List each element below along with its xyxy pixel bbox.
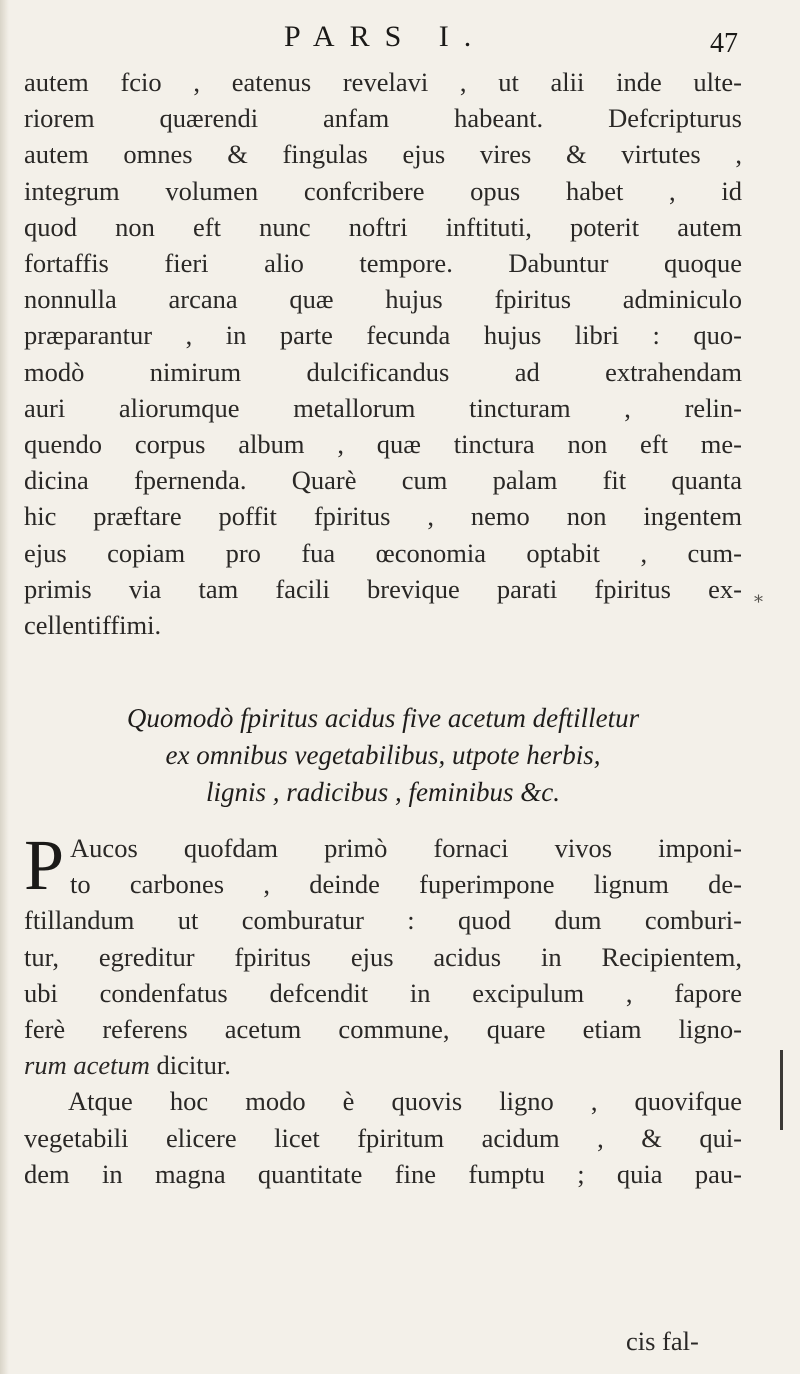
text-line: autem omnes & fingulas ejus vires & virtutes , <box>24 139 742 170</box>
paragraph-1 <box>24 64 742 643</box>
text-line: autem fcio , eatenus revelavi , ut alii inde ulte- <box>24 67 742 97</box>
text-line: auri aliorumque metallorum tincturam , relin- <box>24 392 742 423</box>
text-line: fortaffis fieri alio tempore. Dabuntur quoque <box>24 248 742 279</box>
text-line: dem in magna quantitate fine fumptu ; quia pau- <box>24 1158 742 1189</box>
text-line: tur, egreditur fpiritus ejus acidus in Recipientem, <box>24 941 742 972</box>
text-line: ftillandum ut comburatur : quod dum comburi- <box>24 905 742 936</box>
text-line: dicina fpernenda. Quarè cum palam fit quanta <box>24 465 742 496</box>
text-line: hic præftare poffit fpiritus , nemo non ingentem <box>24 501 742 532</box>
text-line: vegetabili elicere licet fpiritum acidum , & qui- <box>24 1122 742 1153</box>
section-heading <box>24 700 742 811</box>
heading-line: Quomodò fpiritus acidus five acetum deftilletur <box>126 703 640 733</box>
running-head: PARS I. <box>284 20 487 53</box>
catchword: cis fal- <box>626 1326 699 1356</box>
margin-asterisk: * <box>754 592 763 613</box>
margin-bar <box>780 1050 783 1130</box>
page-number: 47 <box>710 28 738 59</box>
text-line: primis via tam facili brevique parati fpiritus ex- <box>24 573 742 604</box>
text-line: riorem quærendi anfam habeant. Defcripturus <box>24 103 742 134</box>
text-line: nonnulla arcana quæ hujus fpiritus adminiculo <box>24 284 742 315</box>
page-header <box>0 14 800 62</box>
text-line: ubi condenfatus defcendit in excipulum , fapore <box>24 977 742 1008</box>
text-line: cellentiffimi. <box>24 610 162 641</box>
text-line: Atque hoc modo è quovis ligno , quovifque <box>68 1086 742 1117</box>
drop-capital: P <box>24 825 65 905</box>
text-line: quod non eft nunc noftri inftituti, poterit autem <box>24 211 742 242</box>
heading-line: lignis , radicibus , feminibus &c. <box>206 777 560 807</box>
italic-phrase: rum acetum <box>24 1050 150 1081</box>
text-line: modò nimirum dulcificandus ad extrahendam <box>24 356 742 387</box>
line-rest: dicitur. <box>149 1050 231 1081</box>
text-line: Aucos quofdam primò fornaci vivos imponi- <box>70 833 742 863</box>
page-edge <box>0 0 9 1374</box>
paragraph-2 <box>24 825 742 1192</box>
text-line: quendo corpus album , quæ tinctura non eft me- <box>24 429 742 460</box>
text-line: ferè referens acetum commune, quare etiam ligno- <box>24 1014 742 1045</box>
text-line: integrum volumen confcribere opus habet , id <box>24 175 742 206</box>
text-line <box>24 1047 742 1083</box>
text-line: præparantur , in parte fecunda hujus libri : quo- <box>24 320 742 351</box>
heading-line: ex omnibus vegetabilibus, utpote herbis, <box>165 740 601 770</box>
text-line: ejus copiam pro fua œconomia optabit , cum- <box>24 537 742 568</box>
text-line: to carbones , deinde fuperimpone lignum de- <box>70 869 742 900</box>
